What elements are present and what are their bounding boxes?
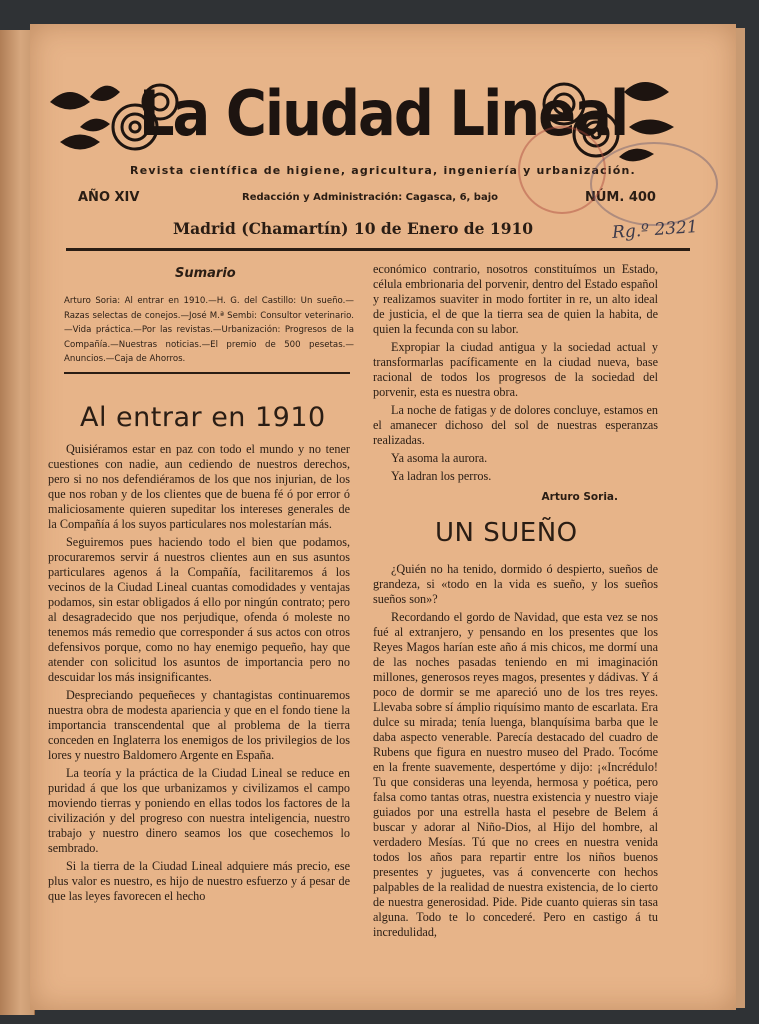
paragraph: La teoría y la práctica de la Ciudad Lineal se reduce en puridad á que los que urbanizamos y civilizamos el campo moviendo tierras y poniendo en ellas todos los factores de la civilización y del progreso con nuestra inteligencia, nuestro trabajo y nuestro dinero seamos los que cosechemos lo sembrado.: [48, 766, 350, 855]
office-address: Redacción y Administración: Cagasca, 6, bajo: [242, 192, 499, 203]
page-edge: [736, 28, 745, 1008]
article-title-sueno: UN SUEÑO: [435, 518, 578, 548]
right-column-lower: [373, 562, 658, 943]
paragraph: económico contrario, nosotros constituímos un Estado, célula embrionaria del porvenir, dentro del Estado español y realizamos suaviter in modo fortiter in re, un alto ideal de justicia, el de que la tierra sea de quien la habita, de quien la fecunda con su labor.: [373, 262, 658, 336]
sumario-text: Arturo Soria: Al entrar en 1910.—H. G. del Castillo: Un sueño.—Razas selectas de conejos.—José M.ª Sembi: Consultor veterinario.—Vida práctica.—Por las revistas.—Urbanización: Progresos de la Compañía.—Nuestras noticias.—El premio de 500 pesetas.—Anuncios.—Caja de Ahorros.: [64, 296, 354, 364]
sumario-heading: Sumario: [175, 266, 236, 281]
right-column: [373, 262, 658, 505]
issue-number: NÚM. 400: [585, 190, 656, 205]
verse-line: Ya ladran los perros.: [391, 469, 492, 483]
header-rule: [66, 248, 690, 251]
paragraph: Recordando el gordo de Navidad, que esta vez se nos fué al extranjero, y pensando en los presentes que los Reyes Magos harían este año á mis chicos, me dormí una de las noches pasadas teniendo en mi imaginación millones, generosos reyes magos, presentes y dádivas. Y á poco de dormir se me apareció uno de los tres reyes. Llevaba sobre sí ámplio riquísimo manto de escarlata. Era dulce su mirada; tenía luenga, blanquísima barba que le daba aspecto venerable. Parecía destacado del cuadro de Rubens que figura en nuestro museo del Prado. Tocóme en la frente suavemente, despertóme y dijo: ¡«Incrédulo! Tu que consideras una leyenda, hermosa y poética, pero falsa como tantas otras, nuestra existencia y nuestro viaje guiados por una estrella hasta el pesebre de Belem á buscar y adorar al Niño-Dios, al Hijo del hombre, al verdadero Mesías. Tú que no crees en nuestra venida todos los años para repartir entre los niños buenos presentes y juguetes, vas á convencerte con hechos palpables de la realidad de nuestra existencia, de lo cierto de nuestra generosidad. Pide. Pide cuanto quieras sin tasa alguna. Todo te lo concederé. Pero en castigo á tu incredulidad,: [373, 610, 658, 939]
paragraph: Seguiremos pues haciendo todo el bien que podamos, procuraremos servir á nuestros clientes aun en sus asuntos particulares agenos á la Compañía, facilitaremos á los vecinos de la Ciudad Lineal cuantas comodidades y ventajas podamos, sin estar obligados á ello por ningún contrato; pero al desagradecido que nos perjudique, ofenda ó moleste no tenemos más remedio que corresponder á sus actos con otros defensivos porque, como no hay enemigo pequeño, hay que atender con solicitud los asuntos de importancia pero no descuidar los más insignificantes.: [48, 535, 350, 684]
library-stamp-oval: [590, 142, 718, 226]
year-label: AÑO XIV: [78, 190, 140, 205]
verse-line: Ya asoma la aurora.: [391, 451, 488, 465]
paragraph: Quisiéramos estar en paz con todo el mundo y no tener cuestiones con nadie, aun cediendo de nuestros derechos, pero si no nos defendiéramos de los que nos injurian, de los que nos roban y de los clientes que de buena fé ó por error ó maliciosamente quieren supeditar los intereses generales de la Compañía á los suyos particulares nos molestarían más.: [48, 442, 350, 531]
paragraph: La noche de fatigas y de dolores concluye, estamos en el amanecer dichoso del sol de nuestras esperanzas realizadas.: [373, 403, 658, 447]
author-signature: Arturo Soria.: [541, 491, 618, 503]
masthead-title: La Ciudad Lineal: [138, 78, 628, 151]
masthead-subtitle: Revista científica de higiene, agricultura, ingeniería y urbanización.: [130, 164, 636, 177]
article-title: Al entrar en 1910: [80, 402, 326, 433]
paragraph: Si la tierra de la Ciudad Lineal adquiere más precio, ese plus valor es nuestro, es hijo de nuestro esfuerzo y á pesar de que las leyes favorecen el hecho: [48, 859, 350, 903]
registry-note: Rg.º 2321: [611, 217, 699, 243]
paragraph: Expropiar la ciudad antigua y la sociedad actual y transformarlas pacíficamente en la ciudad nueva, base racional de todos los progresos de la sociedad del porvenir, esta es nuestra obra.: [373, 340, 658, 399]
issue-date: Madrid (Chamartín) 10 de Enero de 1910: [172, 219, 534, 238]
left-column: [48, 442, 350, 907]
newspaper-page: [30, 24, 736, 1010]
sumario-rule: [64, 372, 350, 374]
paragraph: Despreciando pequeñeces y chantagistas continuaremos nuestra obra de modesta apariencia y que en el fondo tiene la importancia transcendental que al problema de la tierra conceden en Inglaterra los enemigos de los privilegios de los lores y nuestro Baldomero Argente en España.: [48, 688, 350, 762]
paragraph: ¿Quién no ha tenido, dormido ó despierto, sueños de grandeza, si «todo en la vida es sueño, y los sueños sueños son»?: [373, 562, 658, 606]
